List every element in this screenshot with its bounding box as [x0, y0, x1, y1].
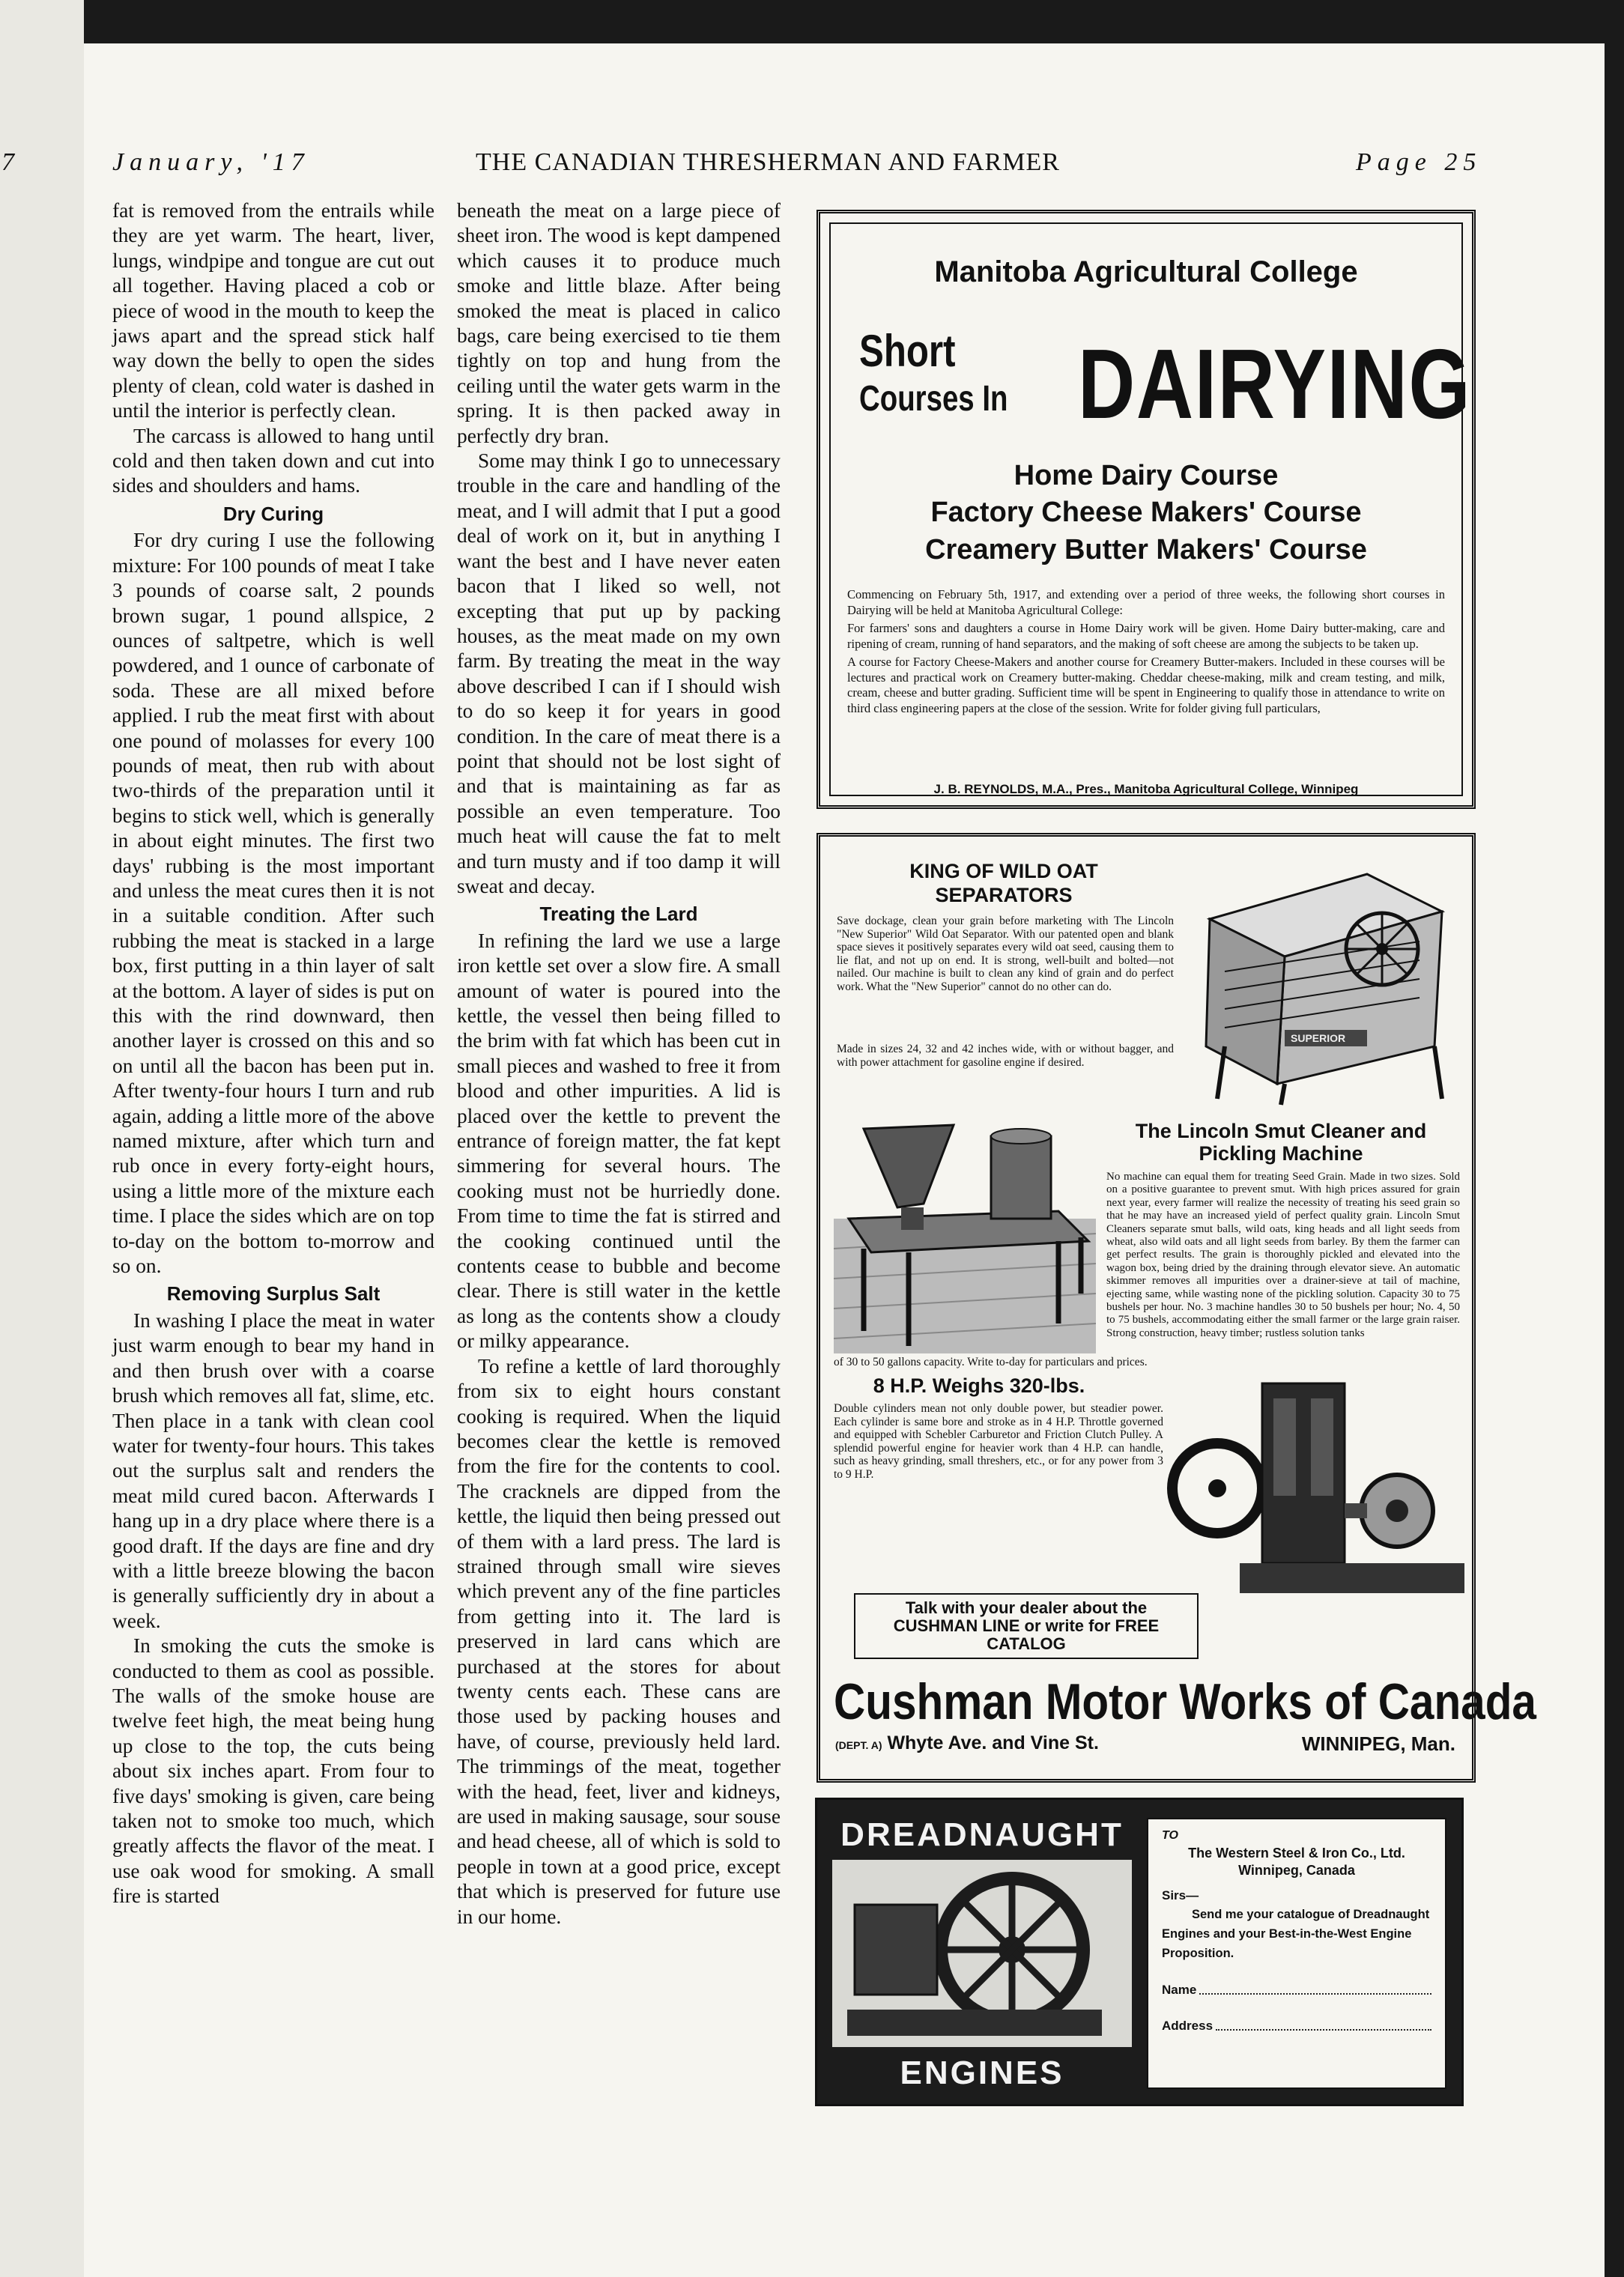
- course-home-dairy: Home Dairy Course: [1014, 460, 1279, 491]
- college-dairy-ad: [816, 210, 1476, 809]
- coupon-name-field[interactable]: [1162, 1981, 1431, 1999]
- ad-courses-in: Courses In: [859, 379, 1008, 419]
- coupon-location: Winnipeg, Canada: [1238, 1863, 1355, 1878]
- article-paragraph: For dry curing I use the following mixture: For 100 pounds of meat I take 3 pounds of coarse salt, 2 pounds brown sugar, 1 pound allspice, 2 ounces of saltpetre, which is well powdered, and 1 ounce of carbonate of soda. These are all mixed before applied. I rub the meat first with about one pound of molasses for every 100 pounds of meat, then rub with about two-thirds of the preparation until it begins to stick well, which is generally in about eight minutes. The first two days' rubbing is the most important and unless the meat cures then it is not in a suitable condition. After such rubbing the meat is stacked in a large box, first putting in a thin layer of salt at the bottom. A layer of sides is put on this with the rind downward, then another layer is crossed on this and so on until all the bacon has been put in. After twenty-four hours I turn and rub again, adding a little more of the above named mixture, after which turn and rub once in every forty-eight hours, using a little more of the mixture each time. I place the sides which are on top to-day on the bottom to-morrow and so on.: [112, 529, 434, 1278]
- ad-college-body: [847, 587, 1445, 719]
- dreadnaught-coupon: [1147, 1818, 1446, 2089]
- article-column-2: [457, 198, 781, 1929]
- article-paragraph: The carcass is allowed to hang until cold and then taken down and cut into sides and shoulders and hams.: [112, 424, 434, 497]
- article-paragraph: In smoking the cuts the smoke is conducted to them as cool as possible. The walls of the smoke house are twelve feet high, the meat being hung up close to the top, the cuts being about six inches apart. From four to five days' smoking is given, care being taken not to smoke too much, which greatly affects the flavor of the meat. I use oak wood for smoking. A small fire is started: [112, 1634, 434, 1908]
- smut-cleaner-text: No machine can equal them for treating Seed Grain. Made in two sizes. Sold on a positive guarantee to prevent smut. With high prices assured for grain next year, every farmer will realize the necessity of treating his seed grain so that he may have an increased yield of perfect quality grain. Lincoln Smut Cleaners separate smut balls, wild oats, king heads and all light seeds from wheat, also wild oats and all light seeds from barley. By them the farmer can get perfect results. The grain is thoroughly pickled and elevated into the wagon box, being dried by the draining through elevator sieve. An automatic skimmer removes all impurities over a drainer-sieve at tail of machine, ejecting same, while wasting none of the pickling solution. Capacity 30 to 75 bushels per hour. No. 3 machine handles 30 to 50 bushels per hour; No. 4, 50 to 75 bushels, accommodating either the small farmer or the large grain raiser. Strong construction, heavy timber; rustless solution tanks: [1106, 1171, 1460, 1339]
- coupon-company: The Western Steel & Iron Co., Ltd.: [1188, 1846, 1405, 1861]
- section-heading: Removing Surplus Salt: [166, 1282, 381, 1306]
- king-separator-text: Save dockage, clean your grain before marketing with The Lincoln "New Superior" Wild Oat Separator. With our patented open and blank space sieves it positively separates every wild oat seed, causing them to lie flat, and not up on end. It is strong, well-built and bolted—not nailed. Our machine is built to clean any kind of grain and do perfect work. What the "New Superior" cannot do no other can do.: [837, 915, 1174, 993]
- ad-college-name: Manitoba Agricultural College: [934, 255, 1358, 288]
- article-paragraph: fat is removed from the entrails while they are yet warm. The heart, liver, lungs, windpipe and tongue are cut out all together. Having placed a cob or piece of wood in the mouth to keep the jaws apart and the spread stick half way down the belly to open the sides plenty of clean, cold water is dashed in until the interior is perfectly clean.: [112, 199, 434, 422]
- dreadnaught-engines-label: ENGINES: [900, 2055, 1064, 2091]
- cushman-address: [835, 1732, 1099, 1754]
- running-date: January, '17: [112, 148, 310, 176]
- ad-short-word: Short: [859, 326, 956, 376]
- cushman-ad: [816, 833, 1536, 1783]
- king-separator-sizes: Made in sizes 24, 32 and 42 inches wide, with or without bagger, and with power attachment for gasoline engine if desired.: [837, 1043, 1174, 1069]
- king-separator-heading: KING OF WILD OAT SEPARATORS: [909, 860, 1098, 906]
- article-paragraph: beneath the meat on a large piece of sheet iron. The wood is kept dampened which causes it to produce much smoke and little blaze. After being smoked the meat is placed in calico bags, care being exercised to tie them tightly on top and hung from the ceiling until the water gets warm in the spring. It is then packed away in perfectly dry bran.: [457, 199, 781, 447]
- course-butter-makers: Creamery Butter Makers' Course: [925, 534, 1367, 566]
- smut-cleaner-tail: of 30 to 50 gallons capacity. Write to-day for particulars and prices.: [834, 1356, 1148, 1368]
- machine-plate-label: SUPERIOR: [1291, 1032, 1346, 1044]
- article-paragraph: Some may think I go to unnecessary trouble in the care and handling of the meat, and I will admit that I put a good deal of work on it, but in anything I want the best and I have never eaten bacon that I liked so well, not excepting that put up by packing houses, as the meat made on my own farm. By treating the meat in the way above described I can if I should wish to do so keep it for years in good condition. In the care of meat there is a point that should not be lost sight of and that is maintaining as far as possible an even temperature. Too much heat will cause the fat to melt and turn musty and if too damp it will sweat and decay.: [457, 449, 781, 897]
- article-paragraph: To refine a kettle of lard thoroughly from six to eight hours constant cooking is required. When the liquid becomes clear the kettle is removed from the fire for the contents to cool. The cracknels are dipped from the kettle, the liquid then being pressed out of them with a lard press. The lard is strained through small wire sieves which prevent any of the fine particles from getting into it. The lard is preserved in lard cans which are purchased at the stores for about twenty cents each. These cans are those used by packing houses and have, of course, previously held lard. The trimmings of the meat, together with the head, feet, liver and kidneys, are used in making sausage, sour souse and head cheese, all of which is sold to people in town at a good price, except that which is preserved for future use in our home.: [457, 1354, 781, 1928]
- coupon-name-label: Name: [1162, 1983, 1197, 1997]
- section-heading: Treating the Lard: [539, 903, 698, 926]
- separator-machine-illustration: [1195, 859, 1457, 1106]
- dreadnaught-title: DREADNAUGHT: [840, 1816, 1124, 1853]
- article-column-1: [112, 198, 434, 1909]
- article-paragraph: In washing I place the meat in water just warm enough to bear my hand in and then brush over with a coarse brush which removes all fat, slime, etc. Then place in a tank with clean cool water for twenty-four hours. This takes out the surplus salt and renders the meat mild cured bacon. Afterwards I hang up in a dry place where there is a good draft. If the days are fine and dry with a little breeze blowing the bacon is generally sufficiently dry in about a week.: [112, 1309, 434, 1632]
- coupon-to: TO: [1162, 1829, 1178, 1842]
- cushman-company-name: Cushman Motor Works of Canada: [834, 1673, 1536, 1730]
- coupon-name-blank[interactable]: [1199, 1981, 1431, 1995]
- previous-page-number: 7: [1, 148, 17, 176]
- coupon-address-field[interactable]: [1162, 2017, 1431, 2035]
- running-title: THE CANADIAN THRESHERMAN AND FARMER: [476, 148, 1060, 176]
- ad-dairying-headline: DAIRYING: [1078, 329, 1472, 439]
- page-number: Page 25: [1356, 148, 1482, 176]
- cushman-engine-illustration: [1165, 1368, 1464, 1608]
- coupon-address-blank[interactable]: [1216, 2017, 1431, 2031]
- cushman-street: Whyte Ave. and Vine St.: [887, 1732, 1099, 1753]
- smut-cleaner-heading: The Lincoln Smut Cleaner and Pickling Machine: [1135, 1120, 1427, 1165]
- ad-inner-border: [829, 222, 1472, 796]
- dreadnaught-engine-illustration: [832, 1860, 1132, 2047]
- smut-cleaner-illustration: [834, 1106, 1096, 1353]
- section-heading: Dry Curing: [222, 502, 324, 525]
- previous-page-edge: [0, 0, 84, 2277]
- coupon-salutation: Sirs—: [1162, 1888, 1199, 1902]
- ad-college-paragraph: Commencing on February 5th, 1917, and extending over a period of three weeks, the following short courses in Dairying will be held at Manitoba Agricultural College:: [847, 587, 1445, 617]
- ad-college-signature: J. B. REYNOLDS, M.A., Pres., Manitoba Agricultural College, Winnipeg: [933, 782, 1359, 796]
- coupon-address-label: Address: [1162, 2019, 1214, 2033]
- coupon-message: Send me your catalogue of Dreadnaught Engines and your Best-in-the-West Engine Proposition.: [1162, 1908, 1430, 1960]
- engine-heading: 8 H.P. Weighs 320-lbs.: [873, 1374, 1085, 1397]
- engine-text: Double cylinders mean not only double power, but steadier power. Each cylinder is same bore and stroke as in 4 H.P. Throttle governed and equipped with Schebler Carburetor and Friction Clutch Pulley. A splendid powerful engine for heavier work than 4 H.P. can handle, such as heavy grinding, small threshers, etc., or for any power from 3 to 9 H.P.: [834, 1402, 1163, 1481]
- cushman-city: WINNIPEG, Man.: [1301, 1732, 1455, 1755]
- article-paragraph: In refining the lard we use a large iron kettle set over a slow fire. A small amount of water is poured into the kettle, the vessel then being filled to the brim with fat which has been cut in small pieces and washed to free it from blood and other impurities. A lid is placed over the kettle to prevent the entrance of foreign matter, the fat kept simmering for several hours. The cooking must not be hurriedly done. From time to time the fat is stirred and the cooking continued until the contents cease to bubble and become clear. There is still water in the kettle as long as the contents show a cloudy or milky appearance.: [457, 929, 781, 1353]
- cushman-dept: (DEPT. A): [835, 1739, 882, 1751]
- ad-college-paragraph: For farmers' sons and daughters a course in Home Dairy work will be given. Home Dairy butter-making, care and ripening of cream, running of hand separators, and the making of soft cheese are among the subjects to be taken up.: [847, 621, 1445, 651]
- dreadnaught-ad: [815, 1798, 1464, 2106]
- course-cheese-makers: Factory Cheese Makers' Course: [930, 497, 1362, 528]
- talk-to-dealer-box: Talk with your dealer about the CUSHMAN LINE or write for FREE CATALOG: [854, 1593, 1199, 1659]
- ad-college-paragraph: A course for Factory Cheese-Makers and another course for Creamery Butter-makers. Included in these courses will be lectures and practical work on Creamery butter-making. Cheddar cheese-making, milk and cream testing, and milk, cream, cheese and butter grading. Sufficient time will be spent in Engineering to qualify those in attendance to write on third class engineering papers at the close of the session. Write for folder giving full particulars,: [847, 655, 1445, 715]
